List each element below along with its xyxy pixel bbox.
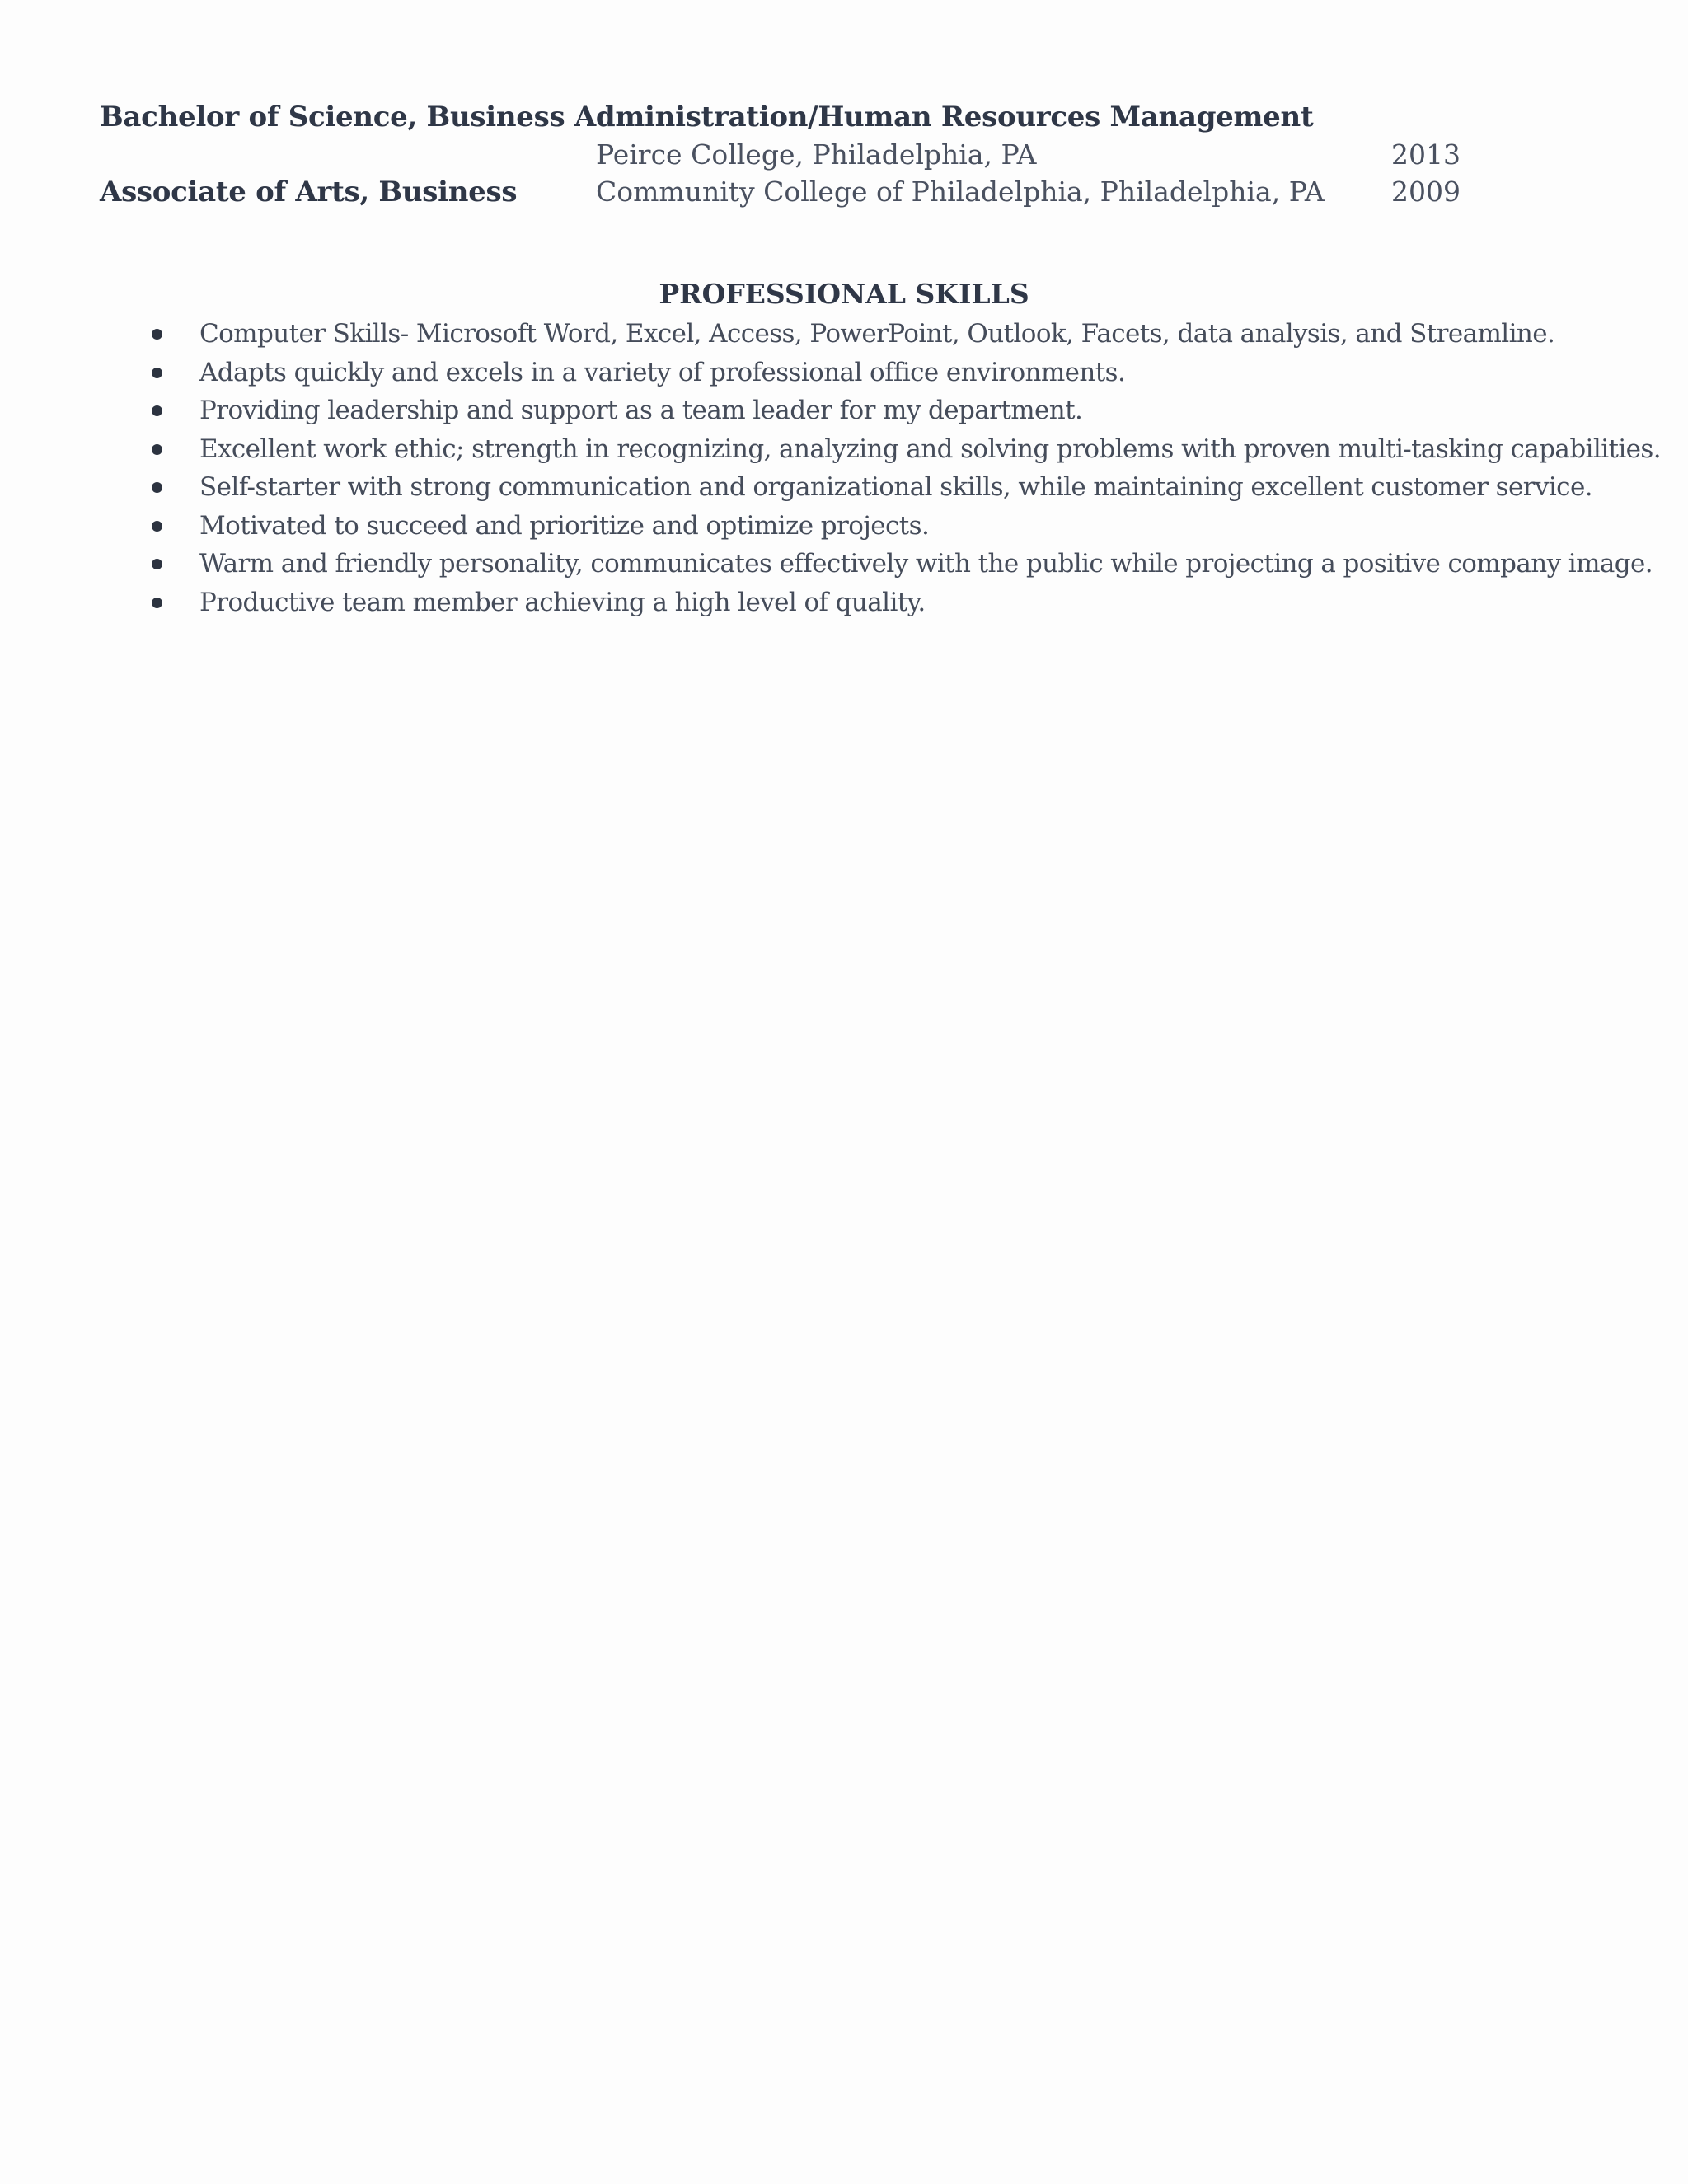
professional-skills-heading: PROFESSIONAL SKILLS	[659, 278, 1029, 310]
list-item	[0, 430, 1688, 469]
bullet-icon	[152, 329, 162, 340]
skill-text: Computer Skills- Microsoft Word, Excel, Access, PowerPoint, Outlook, Facets, data analysis, and Streamline.	[199, 319, 1555, 349]
list-item	[0, 468, 1688, 507]
bullet-icon	[152, 482, 162, 493]
graduation-year: 2013	[1391, 138, 1461, 171]
list-item	[0, 545, 1688, 583]
list-item	[0, 315, 1688, 354]
list-item	[0, 354, 1688, 392]
skill-text: Adapts quickly and excels in a variety of professional office environments.	[199, 357, 1126, 387]
list-item	[0, 391, 1688, 430]
bullet-icon	[152, 405, 162, 416]
education-row-bachelor	[0, 98, 1688, 136]
bullet-icon	[152, 444, 162, 455]
skill-text: Excellent work ethic; strength in recognizing, analyzing and solving problems with proven multi-tasking capabilities.	[199, 434, 1661, 464]
bullet-icon	[152, 559, 162, 569]
graduation-year: 2009	[1391, 176, 1461, 208]
education-row-peirce	[0, 136, 1688, 174]
education-row-associate	[0, 173, 1688, 211]
skill-text: Productive team member achieving a high level of quality.	[199, 587, 926, 617]
bullet-icon	[152, 368, 162, 378]
skill-text: Providing leadership and support as a team leader for my department.	[199, 396, 1083, 425]
list-item	[0, 507, 1688, 546]
skill-text: Warm and friendly personality, communicates effectively with the public while projecting a positive company image.	[199, 549, 1653, 579]
school-name: Peirce College, Philadelphia, PA	[596, 138, 1037, 171]
skill-text: Motivated to succeed and prioritize and optimize projects.	[199, 510, 930, 541]
skill-text: Self-starter with strong communication and organizational skills, while maintaining excellent customer service.	[199, 472, 1592, 502]
bullet-icon	[152, 598, 162, 608]
skills-list	[0, 315, 1688, 621]
bullet-icon	[152, 521, 162, 532]
school-name: Community College of Philadelphia, Philadelphia, PA	[596, 176, 1325, 208]
list-item	[0, 583, 1688, 622]
degree-title: Associate of Arts, Business	[100, 176, 518, 209]
degree-title: Bachelor of Science, Business Administration/Human Resources Management	[100, 101, 1314, 134]
